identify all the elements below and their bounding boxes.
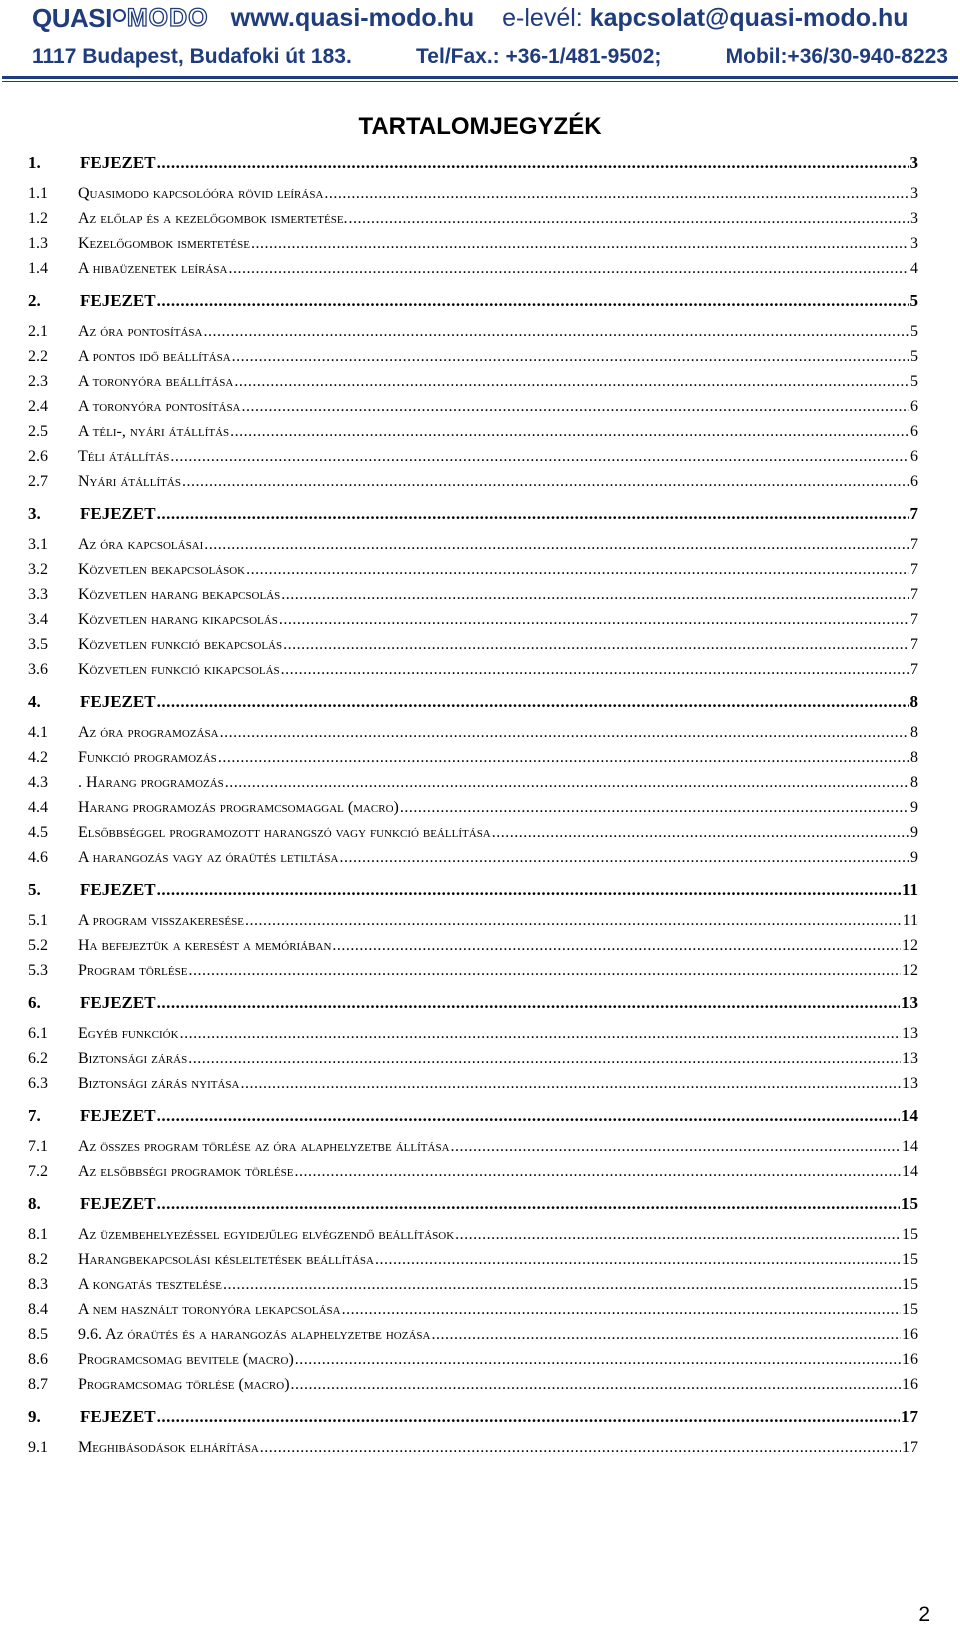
toc-dot-leader bbox=[188, 1046, 901, 1071]
toc-entry-number: 2.5 bbox=[28, 423, 48, 440]
page-number: 2 bbox=[918, 1603, 930, 1626]
toc-entry[interactable] bbox=[28, 1272, 918, 1297]
toc-entry-label: Az óra pontosítása bbox=[78, 323, 203, 340]
toc-entry-number: 4.6 bbox=[28, 849, 48, 866]
toc-entry-label: FEJEZET bbox=[80, 1194, 156, 1213]
toc-dot-leader bbox=[291, 1372, 901, 1397]
toc-entry[interactable] bbox=[28, 908, 918, 933]
toc-dot-leader bbox=[188, 958, 901, 983]
toc-entry-label: A toronyóra beállítása bbox=[78, 373, 234, 390]
toc-entry-page: 15 bbox=[902, 1276, 918, 1293]
toc-entry-number: 2.3 bbox=[28, 373, 48, 390]
toc-dot-leader bbox=[157, 288, 909, 314]
toc-entry[interactable] bbox=[28, 1322, 918, 1347]
toc-dot-leader bbox=[230, 419, 909, 444]
toc-entry[interactable] bbox=[28, 231, 918, 256]
toc-entry[interactable] bbox=[28, 394, 918, 419]
toc-entry-number: 3.1 bbox=[28, 536, 48, 553]
toc-entry[interactable] bbox=[28, 1134, 918, 1159]
toc-entry-page: 6 bbox=[910, 473, 918, 490]
toc-entry-page: 3 bbox=[910, 210, 918, 227]
toc-entry-label: FEJEZET bbox=[80, 692, 156, 711]
toc-entry[interactable] bbox=[28, 1159, 918, 1184]
email-link[interactable]: kapcsolat@quasi-modo.hu bbox=[589, 3, 909, 32]
toc-entry[interactable] bbox=[28, 1372, 918, 1397]
toc-dot-leader bbox=[157, 1103, 900, 1129]
toc-entry[interactable] bbox=[28, 1347, 918, 1372]
toc-entry-page: 11 bbox=[901, 880, 918, 899]
toc-entry-label: Az elsőbbségi programok törlése bbox=[78, 1163, 294, 1180]
toc-dot-leader bbox=[223, 1272, 901, 1297]
toc-entry-page: 13 bbox=[902, 1025, 918, 1042]
toc-entry-page: 15 bbox=[901, 1194, 918, 1213]
toc-entry-label: FEJEZET bbox=[80, 291, 156, 310]
toc-entry-number: 8.2 bbox=[28, 1251, 48, 1268]
toc-entry-label: Meghibásodások elhárítása bbox=[78, 1439, 259, 1456]
toc-entry-label: Egyéb funkciók bbox=[78, 1025, 179, 1042]
toc-entry[interactable] bbox=[28, 1046, 918, 1071]
toc-dot-leader bbox=[339, 845, 909, 870]
toc-entry-number: 4.2 bbox=[28, 749, 48, 766]
toc-entry-page: 8 bbox=[910, 774, 918, 791]
toc-entry[interactable] bbox=[28, 1222, 918, 1247]
toc-entry-number: 8.1 bbox=[28, 1226, 48, 1243]
toc-entry-label: FEJEZET bbox=[80, 153, 156, 172]
toc-entry-page: 14 bbox=[901, 1106, 918, 1125]
toc-entry-label: FEJEZET bbox=[80, 504, 156, 523]
email-label: e-levél: bbox=[502, 3, 583, 32]
toc-entry-number: 8.5 bbox=[28, 1326, 48, 1343]
toc-entry-page: 9 bbox=[910, 799, 918, 816]
toc-entry[interactable] bbox=[28, 444, 918, 469]
toc-dot-leader bbox=[182, 469, 909, 494]
toc-entry-page: 14 bbox=[902, 1163, 918, 1180]
toc-entry-label: Elsőbbséggel programozott harangszó vagy funkció beállítása bbox=[78, 824, 491, 841]
toc-entry-page: 14 bbox=[902, 1138, 918, 1155]
toc-entry[interactable] bbox=[28, 1021, 918, 1046]
toc-entry-page: 17 bbox=[901, 1407, 918, 1426]
toc-entry-label: Quasimodo kapcsolóóra rövid leírása bbox=[78, 185, 324, 202]
toc-entry[interactable] bbox=[28, 469, 918, 494]
toc-dot-leader bbox=[342, 1297, 901, 1322]
toc-entry-number: 4.3 bbox=[28, 774, 48, 791]
toc-entry-label: Közvetlen bekapcsolások bbox=[78, 561, 246, 578]
toc-entry-label: Közvetlen harang kikapcsolás bbox=[78, 611, 278, 628]
toc-entry-page: 15 bbox=[902, 1251, 918, 1268]
toc-entry[interactable] bbox=[28, 845, 918, 870]
toc-dot-leader bbox=[451, 1134, 901, 1159]
toc-dot-leader bbox=[251, 231, 909, 256]
toc-entry-label: FEJEZET bbox=[80, 993, 156, 1012]
toc-entry[interactable] bbox=[28, 607, 918, 632]
toc-dot-leader bbox=[170, 444, 909, 469]
toc-entry-page: 7 bbox=[909, 504, 918, 523]
toc-entry-page: 15 bbox=[902, 1301, 918, 1318]
toc-entry-page: 11 bbox=[902, 912, 918, 929]
toc-entry-page: 12 bbox=[902, 962, 918, 979]
toc-entry[interactable] bbox=[28, 181, 918, 206]
toc-entry-number: 2.2 bbox=[28, 348, 48, 365]
toc-entry-number: 6.1 bbox=[28, 1025, 48, 1042]
toc-dot-leader bbox=[228, 256, 909, 281]
toc-entry-number: 7.2 bbox=[28, 1163, 48, 1180]
company-logo bbox=[32, 0, 209, 36]
toc-entry-label: . Harang programozás bbox=[78, 774, 224, 791]
toc-entry-label: FEJEZET bbox=[80, 1407, 156, 1426]
toc-entry-label: Kezelőgombok ismertetése bbox=[78, 235, 250, 252]
toc-entry[interactable] bbox=[28, 369, 918, 394]
toc-entry-label: Program törlése bbox=[78, 962, 188, 979]
toc-entry-number: 2.1 bbox=[28, 323, 48, 340]
toc-entry-number: 9.1 bbox=[28, 1439, 48, 1456]
toc-entry-page: 16 bbox=[902, 1326, 918, 1343]
toc-dot-leader bbox=[375, 1247, 901, 1272]
toc-entry[interactable] bbox=[28, 958, 918, 983]
toc-entry-number: 3.4 bbox=[28, 611, 48, 628]
toc-entry-number: 4.4 bbox=[28, 799, 48, 816]
toc-entry-number: 2.4 bbox=[28, 398, 48, 415]
toc-entry-label: Harang programozás programcsomaggal (macro) bbox=[78, 799, 399, 816]
toc-entry-number: 2.7 bbox=[28, 473, 48, 490]
letterhead bbox=[0, 0, 960, 82]
toc-entry-number: 2.6 bbox=[28, 448, 48, 465]
toc-entry[interactable] bbox=[28, 419, 918, 444]
toc-dot-leader bbox=[281, 657, 909, 682]
toc-entry-number: 8. bbox=[28, 1194, 41, 1213]
toc-entry-page: 13 bbox=[902, 1050, 918, 1067]
toc-dot-leader bbox=[349, 206, 909, 231]
toc-entry-number: 8.3 bbox=[28, 1276, 48, 1293]
toc-entry-label: Az óra kapcsolásai bbox=[78, 536, 204, 553]
toc-dot-leader bbox=[294, 1159, 901, 1184]
toc-entry-label: Biztonsági zárás nyitása bbox=[78, 1075, 240, 1092]
toc-entry[interactable] bbox=[28, 745, 918, 770]
toc-chapter-entry[interactable] bbox=[28, 1191, 918, 1217]
toc-entry-label: A téli-, nyári átállítás bbox=[78, 423, 230, 440]
toc-entry-label: Közvetlen funkció bekapcsolás bbox=[78, 636, 283, 653]
toc-entry-page: 7 bbox=[910, 636, 918, 653]
toc-dot-leader bbox=[279, 607, 909, 632]
toc-entry-number: 4.1 bbox=[28, 724, 48, 741]
toc-entry-number: 8.6 bbox=[28, 1351, 48, 1368]
header-divider bbox=[2, 76, 958, 79]
logo-text-modo: MODO bbox=[126, 3, 209, 32]
toc-dot-leader bbox=[157, 1404, 900, 1430]
toc-entry-number: 6. bbox=[28, 993, 41, 1012]
toc-entry-number: 2. bbox=[28, 291, 41, 310]
toc-entry-page: 7 bbox=[910, 661, 918, 678]
website-link[interactable]: www.quasi-modo.hu bbox=[230, 3, 475, 32]
toc-entry-page: 16 bbox=[902, 1351, 918, 1368]
toc-entry-label: A hibaüzenetek leírása bbox=[78, 260, 228, 277]
toc-dot-leader bbox=[232, 344, 909, 369]
toc-dot-leader bbox=[240, 1071, 901, 1096]
toc-dot-leader bbox=[157, 689, 909, 715]
toc-entry-number: 3.3 bbox=[28, 586, 48, 603]
toc-entry-label: Az előlap és a kezelőgombok ismertetése. bbox=[78, 210, 348, 227]
toc-entry[interactable] bbox=[28, 256, 918, 281]
toc-entry-page: 16 bbox=[902, 1376, 918, 1393]
toc-entry-page: 17 bbox=[902, 1439, 918, 1456]
toc-entry-page: 5 bbox=[910, 373, 918, 390]
toc-entry-label: A pontos idő beállítása bbox=[78, 348, 231, 365]
toc-entry-page: 7 bbox=[910, 611, 918, 628]
toc-entry-label: A kongatás tesztelése bbox=[78, 1276, 222, 1293]
toc-entry[interactable] bbox=[28, 1297, 918, 1322]
toc-dot-leader bbox=[180, 1021, 901, 1046]
toc-dot-leader bbox=[218, 745, 909, 770]
toc-entry-page: 13 bbox=[902, 1075, 918, 1092]
toc-entry[interactable] bbox=[28, 820, 918, 845]
toc-entry-page: 8 bbox=[909, 692, 918, 711]
toc-dot-leader bbox=[203, 319, 909, 344]
toc-entry-label: Harangbekapcsolási késleltetések beállítása bbox=[78, 1251, 374, 1268]
email-block bbox=[502, 4, 908, 33]
toc-entry-label: Az üzembehelyezéssel egyidejűleg elvégzendő beállítások bbox=[78, 1226, 455, 1243]
toc-entry-number: 4.5 bbox=[28, 824, 48, 841]
toc-dot-leader bbox=[204, 532, 909, 557]
toc-entry-page: 5 bbox=[910, 348, 918, 365]
toc-dot-leader bbox=[400, 795, 909, 820]
toc-chapter-entry[interactable] bbox=[28, 288, 918, 314]
toc-dot-leader bbox=[246, 557, 909, 582]
toc-dot-leader bbox=[157, 877, 901, 903]
toc-entry-number: 1.1 bbox=[28, 185, 48, 202]
toc-entry[interactable] bbox=[28, 720, 918, 745]
toc-entry-label: A program visszakeresése bbox=[78, 912, 244, 929]
toc-entry-page: 6 bbox=[910, 398, 918, 415]
toc-dot-leader bbox=[242, 394, 909, 419]
toc-entry-number: 1.2 bbox=[28, 210, 48, 227]
toc-dot-leader bbox=[324, 181, 909, 206]
logo-text-quasi: QUASI bbox=[32, 2, 112, 33]
mobile: Mobil:+36/30-940-8223 bbox=[725, 45, 948, 68]
toc-entry[interactable] bbox=[28, 582, 918, 607]
toc-entry[interactable] bbox=[28, 1071, 918, 1096]
toc-entry[interactable] bbox=[28, 1247, 918, 1272]
toc-entry-label: Közvetlen harang bekapcsolás bbox=[78, 586, 281, 603]
toc-entry-page: 12 bbox=[902, 937, 918, 954]
toc-entry-page: 5 bbox=[910, 323, 918, 340]
toc-entry[interactable] bbox=[28, 795, 918, 820]
toc-dot-leader bbox=[431, 1322, 901, 1347]
toc-dot-leader bbox=[157, 150, 909, 176]
toc-entry-page: 3 bbox=[909, 153, 918, 172]
toc-entry-number: 4. bbox=[28, 692, 41, 711]
toc-chapter-entry[interactable] bbox=[28, 1103, 918, 1129]
toc-entry-label: Funkció programozás bbox=[78, 749, 217, 766]
toc-entry-number: 1.3 bbox=[28, 235, 48, 252]
toc-entry[interactable] bbox=[28, 532, 918, 557]
toc-entry-number: 6.2 bbox=[28, 1050, 48, 1067]
toc-entry[interactable] bbox=[28, 657, 918, 682]
toc-entry-number: 3.2 bbox=[28, 561, 48, 578]
toc-entry-label: Biztonsági zárás bbox=[78, 1050, 188, 1067]
toc-entry-label: Az összes program törlése az óra alaphelyzetbe állítása bbox=[78, 1138, 450, 1155]
toc-dot-leader bbox=[281, 582, 909, 607]
toc-entry-page: 9 bbox=[910, 824, 918, 841]
toc-entry-label: FEJEZET bbox=[80, 880, 156, 899]
toc-entry-label: A nem használt toronyóra lekapcsolása bbox=[78, 1301, 341, 1318]
toc-entry-label: Közvetlen funkció kikapcsolás bbox=[78, 661, 280, 678]
letterhead-contact-row bbox=[32, 40, 948, 74]
toc-dot-leader bbox=[245, 908, 902, 933]
toc-entry-page: 3 bbox=[910, 235, 918, 252]
toc-dot-leader bbox=[157, 1191, 900, 1217]
toc-dot-leader bbox=[157, 501, 909, 527]
toc-entry-number: 5. bbox=[28, 880, 41, 899]
toc-entry-page: 13 bbox=[901, 993, 918, 1012]
toc-dot-leader bbox=[492, 820, 909, 845]
toc-entry[interactable] bbox=[28, 344, 918, 369]
toc-entry-label: Programcsomag bevitele (macro) bbox=[78, 1351, 294, 1368]
toc-entry-label: Programcsomag törlése (macro) bbox=[78, 1376, 290, 1393]
logo-dot-icon bbox=[113, 9, 126, 22]
toc-dot-leader bbox=[234, 369, 909, 394]
toc-chapter-entry[interactable] bbox=[28, 689, 918, 715]
toc-entry-page: 15 bbox=[902, 1226, 918, 1243]
toc-entry-number: 5.2 bbox=[28, 937, 48, 954]
toc-entry-label: Az óra programozása bbox=[78, 724, 219, 741]
toc-entry-page: 6 bbox=[910, 448, 918, 465]
tel-fax: Tel/Fax.: +36-1/481-9502; bbox=[416, 45, 662, 68]
toc-dot-leader bbox=[225, 770, 909, 795]
toc-entry-number: 9. bbox=[28, 1407, 41, 1426]
toc-chapter-entry[interactable] bbox=[28, 150, 918, 176]
toc-entry-number: 3.5 bbox=[28, 636, 48, 653]
toc-dot-leader bbox=[332, 933, 901, 958]
toc-entry-label: Ha befejeztük a keresést a memóriában bbox=[78, 937, 332, 954]
toc-entry-number: 7. bbox=[28, 1106, 41, 1125]
toc-entry-number: 8.4 bbox=[28, 1301, 48, 1318]
toc-entry-label: A harangozás vagy az óraütés letiltása bbox=[78, 849, 339, 866]
toc-dot-leader bbox=[260, 1435, 901, 1460]
toc-entry-number: 7.1 bbox=[28, 1138, 48, 1155]
toc-dot-leader bbox=[283, 632, 909, 657]
toc-chapter-entry[interactable] bbox=[28, 501, 918, 527]
toc-dot-leader bbox=[220, 720, 909, 745]
toc-entry-page: 4 bbox=[910, 260, 918, 277]
toc-entry[interactable] bbox=[28, 1435, 918, 1460]
toc-dot-leader bbox=[455, 1222, 901, 1247]
toc-entry-number: 8.7 bbox=[28, 1376, 48, 1393]
toc-entry-number: 1.4 bbox=[28, 260, 48, 277]
table-of-contents bbox=[28, 150, 918, 1460]
toc-entry-page: 9 bbox=[910, 849, 918, 866]
toc-dot-leader bbox=[157, 990, 900, 1016]
toc-entry-page: 5 bbox=[909, 291, 918, 310]
toc-entry[interactable] bbox=[28, 632, 918, 657]
toc-entry[interactable] bbox=[28, 933, 918, 958]
toc-entry-label: FEJEZET bbox=[80, 1106, 156, 1125]
toc-entry-number: 6.3 bbox=[28, 1075, 48, 1092]
toc-entry-number: 3. bbox=[28, 504, 41, 523]
toc-entry-number: 5.1 bbox=[28, 912, 48, 929]
toc-entry-label: Nyári átállítás bbox=[78, 473, 181, 490]
toc-entry-page: 6 bbox=[910, 423, 918, 440]
toc-entry[interactable] bbox=[28, 770, 918, 795]
toc-entry-number: 3.6 bbox=[28, 661, 48, 678]
toc-entry[interactable] bbox=[28, 557, 918, 582]
toc-entry-page: 7 bbox=[910, 536, 918, 553]
toc-entry-label: A toronyóra pontosítása bbox=[78, 398, 241, 415]
toc-entry-label: 9.6. Az óraütés és a harangozás alaphelyzetbe hozása bbox=[78, 1326, 431, 1343]
toc-entry-page: 8 bbox=[910, 749, 918, 766]
header-divider-thin bbox=[2, 81, 958, 82]
toc-chapter-entry[interactable] bbox=[28, 990, 918, 1016]
letterhead-top-row bbox=[32, 0, 950, 36]
toc-entry[interactable] bbox=[28, 319, 918, 344]
toc-entry-page: 7 bbox=[910, 561, 918, 578]
toc-dot-leader bbox=[295, 1347, 901, 1372]
toc-entry-number: 1. bbox=[28, 153, 41, 172]
toc-entry-page: 7 bbox=[910, 586, 918, 603]
address: 1117 Budapest, Budafoki út 183. bbox=[32, 45, 352, 68]
toc-entry-page: 3 bbox=[910, 185, 918, 202]
toc-entry-page: 8 bbox=[910, 724, 918, 741]
toc-entry[interactable] bbox=[28, 206, 918, 231]
toc-chapter-entry[interactable] bbox=[28, 1404, 918, 1430]
toc-chapter-entry[interactable] bbox=[28, 877, 918, 903]
toc-entry-label: Téli átállítás bbox=[78, 448, 170, 465]
toc-entry-number: 5.3 bbox=[28, 962, 48, 979]
toc-title: TARTALOMJEGYZÉK bbox=[358, 113, 602, 140]
